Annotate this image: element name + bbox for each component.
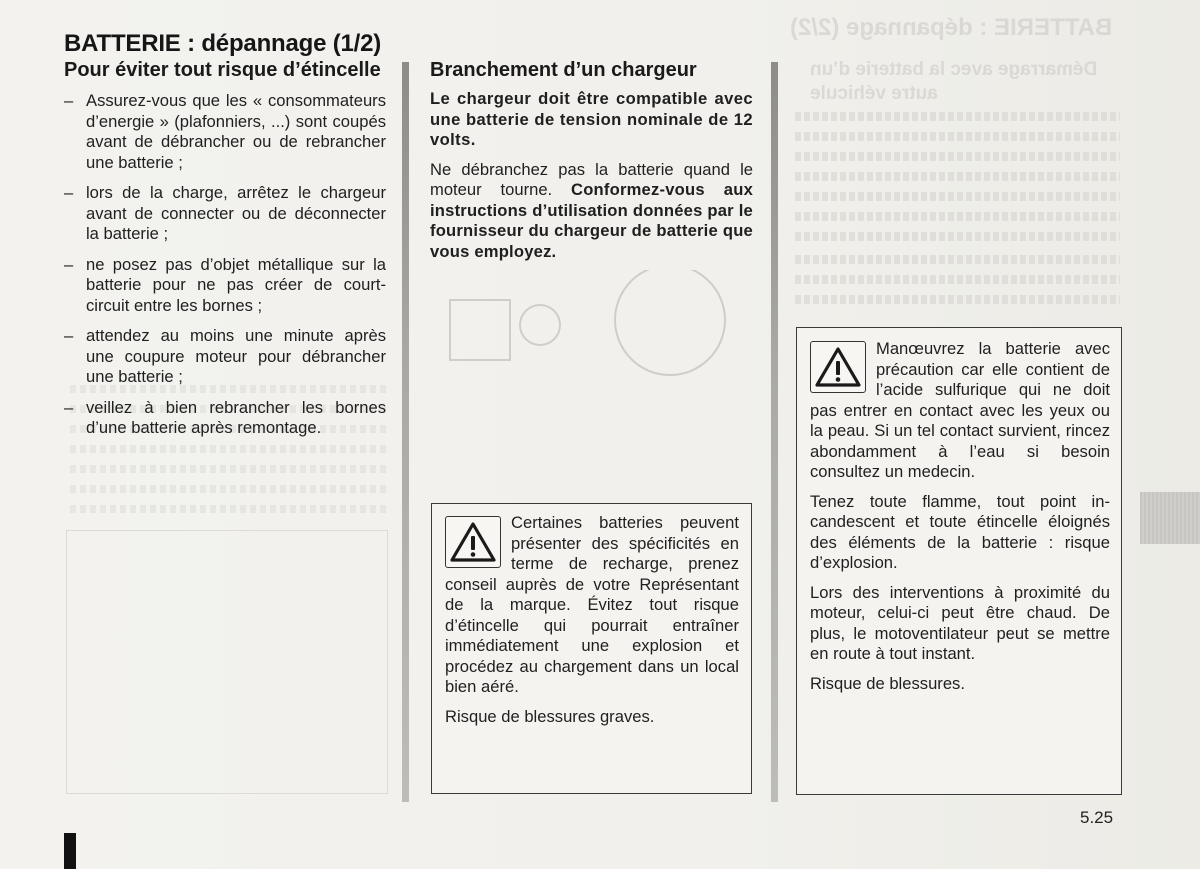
left-column: [64, 58, 386, 449]
list-item: – ne posez pas d’objet métallique sur la batterie pour ne pas créer de court-circuit entre les bornes ;: [64, 255, 386, 317]
page-title: BATTERIE : dépannage (1/2): [64, 30, 382, 58]
column-divider: [402, 62, 409, 802]
middle-column: [430, 58, 753, 271]
warning-risk: Risque de blessures.: [810, 673, 965, 693]
charger-instructions: [430, 160, 753, 263]
warning-box: [431, 503, 752, 794]
warning-text: Tenez toute flamme, tout point incandescent et toute étincelle éloignés des éléments de la batterie : risque d’explosion.: [810, 491, 1110, 572]
list-item: – attendez au moins une minute après une coupure moteur pour débrancher une batterie ;: [64, 326, 386, 388]
charger-compatibility-note: Le chargeur doit être compatible avec une batterie de tension nominale de 12 volts.: [430, 89, 753, 149]
precaution-list: [64, 91, 386, 439]
page-number: 5.25: [1080, 808, 1114, 827]
column-divider: [771, 62, 778, 802]
warning-risk: Risque de blessures graves.: [445, 706, 655, 726]
warning-text: Lors des interventions à proximité du moteur, celui-ci peut être chaud. De plus, le motoventilateur peut se mettre en route à tout instant.: [810, 582, 1110, 663]
list-item: – lors de la charge, arrêtez le chargeur avant de connecter ou de déconnecter la batterie ;: [64, 183, 386, 245]
ghost-facing-heading: Démarrage avec la batterie d’un autre véhicule: [810, 59, 1098, 104]
warning-triangle-icon: [445, 516, 501, 568]
list-item: – veillez à bien rebrancher les bornes d’une batterie après remontage.: [64, 398, 386, 439]
instruction-text: Ne débranchez pas la batterie quand le moteur tourne.: [430, 159, 753, 199]
ghost-illustration: [430, 270, 750, 380]
ghost-text-lines: [795, 112, 1120, 315]
section-thumb-tab: [1140, 492, 1200, 544]
warning-triangle-icon: [810, 341, 866, 393]
list-item: – Assurez-vous que les « consommateurs d’energie » (plafonniers, ...) sont coupés avant de débrancher ou de rebrancher une batterie ;: [64, 91, 386, 173]
warning-box: [796, 327, 1122, 795]
ghost-facing-title: BATTERIE : dépannage (2/2): [790, 14, 1113, 41]
section-heading: Branchement d’un chargeur: [430, 59, 697, 81]
ghost-warning-box: [66, 530, 388, 794]
page-edge-mark: [64, 833, 76, 869]
warning-text: Certaines batteries peuvent présenter des spécificités en terme de recharge, prenez conseil auprès de votre Représentant de la marque. Évitez tout risque d’étincelle qui pourrait entraîner immédiatement une explosion et procédez au chargement dans un local bien aéré.: [445, 513, 739, 696]
warning-text: Manœuvrez la batterie avec précaution car elle contient de l’acide sulfurique qui ne doit pas entrer en contact avec les yeux ou la peau. Si un tel contact survient, rincez abondamment à l’eau si besoin consultez un medecin.: [810, 339, 1110, 481]
instruction-emphasis: Conformez-vous aux instructions d’utilisation données par le fournisseur du chargeur de batterie que vous employez.: [430, 180, 753, 261]
section-heading: Pour éviter tout risque d’étincelle: [64, 59, 381, 81]
